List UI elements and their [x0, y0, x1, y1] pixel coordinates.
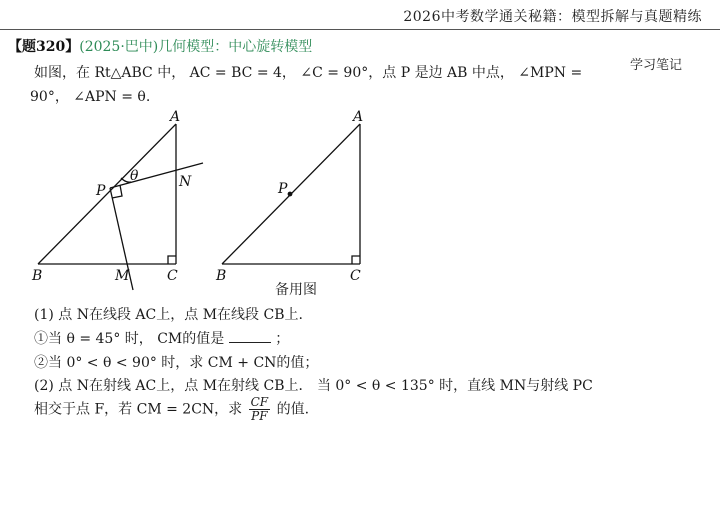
question-1-prefix: ①当 θ = 45° 时， CM的值是 [34, 331, 225, 347]
fig2-label-A: A [353, 109, 364, 125]
part2-line-2 [34, 396, 309, 423]
problem-stem-line-2: 90°， ∠APN = θ. [30, 89, 151, 105]
fig2-segment-AB [222, 124, 360, 264]
fig1-label-A: A [170, 109, 181, 125]
problem-heading [8, 36, 312, 56]
fraction-denominator: PF [251, 409, 268, 423]
problem-subject: 几何模型：中心旋转模型 [158, 39, 313, 55]
page-header [0, 0, 720, 30]
fig2-label-C: C [350, 268, 361, 284]
ratio-fraction [249, 396, 271, 423]
header-rule [0, 29, 720, 30]
fig1-label-P: P [96, 183, 106, 199]
study-notes-label: 学习笔记 [630, 58, 683, 73]
question-2: ②当 0° < θ < 90° 时，求 CM + CN的值； [34, 355, 319, 371]
segment-AB [38, 124, 176, 264]
book-title: 2026中考数学通关秘籍：模型拆解与真题精练 [403, 9, 702, 25]
question-1 [34, 328, 289, 348]
part2-line-2-prefix: 相交于点 F，若 CM = 2CN，求 [34, 401, 243, 418]
backup-figure-caption: 备用图 [275, 282, 317, 298]
fig2-label-B: B [216, 268, 227, 284]
right-angle-C1 [168, 256, 176, 264]
fig1-label-theta: θ [130, 168, 139, 184]
theta-arc [121, 178, 131, 182]
fig2-label-P: P [278, 181, 288, 197]
answer-blank [229, 330, 271, 343]
ray-PM [110, 188, 133, 290]
problem-source: (2025·巴中) [79, 39, 159, 55]
fig1-label-M: M [115, 268, 130, 284]
problem-number: 【题320】 [8, 39, 80, 55]
right-angle-P [112, 185, 122, 198]
part2-line-2-suffix: 的值. [276, 401, 310, 418]
fig2-point-P [288, 192, 293, 197]
question-1-suffix: ； [275, 331, 290, 347]
fig1-label-B: B [32, 268, 43, 284]
fig2-right-angle-C [352, 256, 360, 264]
fraction-numerator: CF [250, 395, 269, 409]
part1-line: (1) 点 N在线段 AC上，点 M在线段 CB上. [34, 307, 303, 323]
fig1-label-N: N [179, 174, 192, 190]
part2-line-1: (2) 点 N在射线 AC上，点 M在射线 CB上． 当 0° < θ < 135° 时，直线 MN与射线 PC [34, 378, 593, 394]
fig1-label-C: C [167, 268, 178, 284]
ray-PN [110, 163, 203, 188]
problem-stem-line-1: 如图，在 Rt△ABC 中， AC = BC = 4， ∠C = 90°，点 P 是边 AB 中点， ∠MPN = [34, 65, 583, 81]
